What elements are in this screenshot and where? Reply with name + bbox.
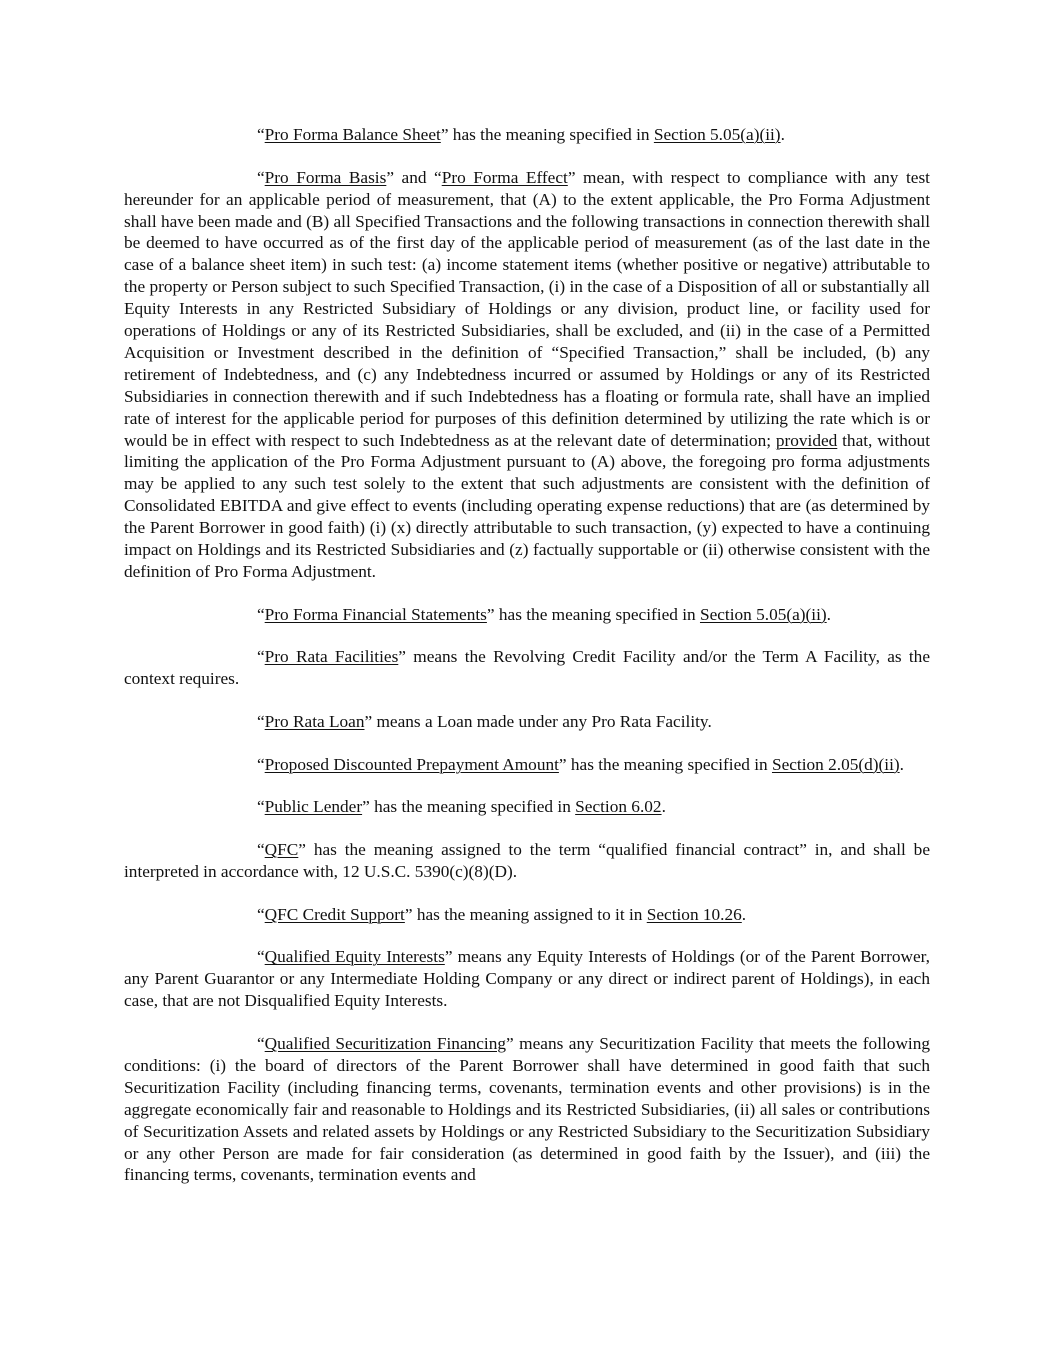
defined-term: QFC <box>264 840 299 860</box>
text-run: ” has the meaning specified in <box>486 604 700 624</box>
text-run: . <box>899 754 904 774</box>
text-run: ” has the meaning specified in <box>362 797 576 817</box>
definition-pro-rata-facilities <box>124 646 930 690</box>
definition-pro-rata-loan <box>124 711 930 733</box>
defined-term: Pro Forma Financial Statements <box>264 604 487 624</box>
text-run: ” means a Loan made under any Pro Rata Facility. <box>364 712 712 732</box>
document-page <box>124 124 930 1207</box>
defined-term: Pro Forma Basis <box>264 167 387 187</box>
text-run: . <box>780 125 785 144</box>
text-run: ” has the meaning assigned to it in <box>404 904 647 924</box>
text-run: “ <box>257 1033 265 1053</box>
text-run: . <box>826 604 831 624</box>
defined-term: Proposed Discounted Prepayment Amount <box>264 754 559 774</box>
text-run: “ <box>257 904 265 924</box>
section-reference: Section 5.05(a)(ii) <box>653 125 781 144</box>
section-reference: Section 10.26 <box>646 904 742 924</box>
definition-pro-forma-balance-sheet <box>124 124 930 146</box>
text-run: . <box>741 904 747 924</box>
defined-term: Pro Forma Balance Sheet <box>264 125 441 144</box>
definition-qfc <box>124 839 930 883</box>
text-run: ” means the Revolving Credit Facility and/or the Term A Facility, as the context requires. <box>124 647 930 689</box>
definition-pro-forma-basis <box>124 167 930 583</box>
definition-qfc-credit-support <box>124 904 930 926</box>
defined-term: Qualified Securitization Financing <box>264 1033 507 1053</box>
text-run: “ <box>257 604 265 624</box>
section-reference: Section 6.02 <box>575 797 662 817</box>
section-reference: Section 2.05(d)(ii) <box>771 754 900 774</box>
text-run: “ <box>257 712 265 732</box>
text-run: . <box>661 797 666 817</box>
text-run: ” has the meaning specified in <box>558 754 772 774</box>
text-run: ” has the meaning assigned to the term “qualified financial contract” in, and shall be interpreted in accordance with, 12 U.S.C. 5390(c)(8)(D). <box>124 840 930 882</box>
definition-qualified-equity-interests <box>124 946 930 1012</box>
text-run: ” and “ <box>386 167 442 187</box>
text-run: “ <box>257 797 265 817</box>
text-run: ” mean, with respect to compliance with any test hereunder for an applicable period of measurement, that (A) to the extent applicable, the Pro Forma Adjustment shall have been made and (B) all Specified Transactions and the following transactions in connection therewith shall be deemed to have occurred as of the first day of the applicable period of measurement (as of the last date in the case of a balance sheet item) in such test: (a) income statement items (whether positive or negative) attributable to the property or Person subject to such Specified Transaction, (i) in the case of a Disposition of all or substantially all Equity Interests in any Restricted Subsidiary of Holdings or any division, product line, or facility used for operations of Holdings or any of its Restricted Subsidiaries, shall be excluded, and (ii) in the case of a Permitted Acquisition or Investment described in the definition of “Specified Transaction,” shall be included, (b) any retirement of Indebtedness, and (c) any Indebtedness incurred or assumed by Holdings or any of its Restricted Subsidiaries in connection therewith and if such Indebtedness has a floating or formula rate, shall have an implied rate of interest for the applicable period for purposes of this definition determined by utilizing the rate which is or would be in effect with respect to such Indebtedness as at the relevant date of determination; <box>124 167 930 450</box>
text-run: “ <box>257 947 265 967</box>
text-run: “ <box>257 840 265 860</box>
text-run: “ <box>257 125 265 144</box>
definition-pro-forma-financial-statements <box>124 604 930 626</box>
text-run: ” means any Securitization Facility that meets the following conditions: (i) the board of directors of the Parent Borrower shall have determined in good faith that such Securitization Facility (including financing terms, covenants, termination events and other provisions) is in the aggregate economically fair and reasonable to Holdings and its Restricted Subsidiaries, (ii) all sales or contributions of Securitization Assets and related assets by Holdings or any Restricted Subsidiary to the Securitization Subsidiary or any other Person are made for fair consideration (as determined in good faith by the Issuer), and (iii) the financing terms, covenants, termination events and <box>124 1033 931 1185</box>
text-run: “ <box>257 647 265 667</box>
defined-term: QFC Credit Support <box>264 904 405 924</box>
defined-term: Public Lender <box>264 797 363 817</box>
defined-term: Pro Rata Facilities <box>264 647 399 667</box>
defined-term: Qualified Equity Interests <box>264 947 445 967</box>
text-run: “ <box>257 167 265 187</box>
definition-qualified-securitization-financing <box>124 1033 930 1186</box>
section-reference: Section 5.05(a)(ii) <box>699 604 827 624</box>
text-run: ” has the meaning specified in <box>440 125 654 144</box>
text-run: that, without limiting the application of the Pro Forma Adjustment pursuant to (A) above, the foregoing pro forma adjustments may be applied to any such test solely to the extent that such adjustments are consistent with the definition of Consolidated EBITDA and give effect to events (including operating expense reductions) that are (as determined by the Parent Borrower in good faith) (i) (x) directly attributable to such transaction, (y) expected to have a continuing impact on Holdings and its Restricted Subsidiaries and (z) factually supportable or (ii) otherwise consistent with the definition of Pro Forma Adjustment. <box>124 430 930 582</box>
emphasis-term: provided <box>775 430 838 450</box>
definition-public-lender <box>124 796 930 818</box>
text-run: ” means any Equity Interests of Holdings (or of the Parent Borrower, any Parent Guarantor or any Intermediate Holding Company or any direct or indirect parent of Holdings), in each case, that are not Disqualified Equity Interests. <box>124 947 930 1011</box>
defined-term: Pro Forma Effect <box>441 167 568 187</box>
text-run: “ <box>257 754 265 774</box>
definition-proposed-discounted-prepayment-amount <box>124 754 930 776</box>
defined-term: Pro Rata Loan <box>264 712 365 732</box>
